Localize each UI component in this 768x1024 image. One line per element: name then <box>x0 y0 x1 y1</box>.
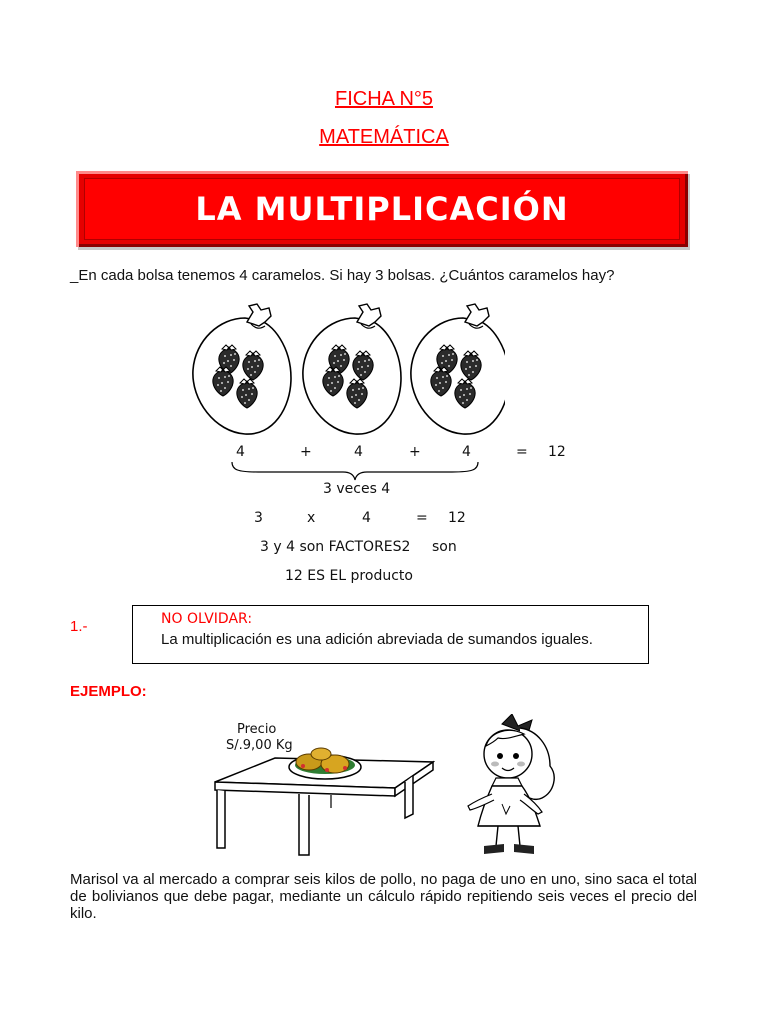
bag-of-strawberries-icon <box>303 304 401 434</box>
problem-question: _En cada bolsa tenemos 4 caramelos. Si hay 3 bolsas. ¿Cuántos caramelos hay? <box>70 267 615 284</box>
factors-line: 3 y 4 son FACTORES2 <box>260 539 411 555</box>
bag-of-strawberries-icon <box>193 304 291 434</box>
subject-title: MATEMÁTICA <box>319 126 449 148</box>
factors-line-son: son <box>432 539 457 555</box>
page-title: LA MULTIPLICACIÓN <box>195 190 569 228</box>
sum-term: 4 <box>462 444 471 460</box>
sum-operator: + <box>300 444 312 460</box>
note-box <box>132 605 649 664</box>
sum-term: 4 <box>354 444 363 460</box>
note-text: La multiplicación es una adición abreviada de sumandos iguales. <box>161 631 593 648</box>
sum-equals: = <box>516 444 528 460</box>
girl-illustration <box>462 714 562 859</box>
bag-of-strawberries-icon <box>411 304 505 434</box>
sum-result: 12 <box>548 444 566 460</box>
price-label: Precio <box>237 722 277 737</box>
product-equals: = <box>416 510 428 526</box>
product-factor: 3 <box>254 510 263 526</box>
example-label: EJEMPLO: <box>70 683 147 700</box>
sum-term: 4 <box>236 444 245 460</box>
product-line: 12 ES EL producto <box>285 568 413 584</box>
product-result: 12 <box>448 510 466 526</box>
note-title: NO OLVIDAR: <box>161 611 253 627</box>
title-banner <box>76 171 688 247</box>
product-factor: 4 <box>362 510 371 526</box>
example-paragraph: Marisol va al mercado a comprar seis kilos de pollo, no paga de uno en uno, sino saca el total de bolivianos que debe pagar, mediante un cálculo rápido repitiendo seis veces el precio del kilo. <box>70 871 697 922</box>
bags-illustration <box>185 300 505 442</box>
brace-label: 3 veces 4 <box>323 481 391 497</box>
price-value: S/.9,00 Kg <box>226 738 293 753</box>
title-banner-inner <box>84 178 680 240</box>
curly-brace <box>228 460 483 482</box>
roast-chicken-plate-icon <box>289 748 361 779</box>
ficha-number: FICHA N°5 <box>334 88 434 110</box>
section-number: 1.- <box>70 618 88 635</box>
product-operator: x <box>307 510 316 526</box>
table-illustration <box>205 740 435 860</box>
sum-operator: + <box>409 444 421 460</box>
